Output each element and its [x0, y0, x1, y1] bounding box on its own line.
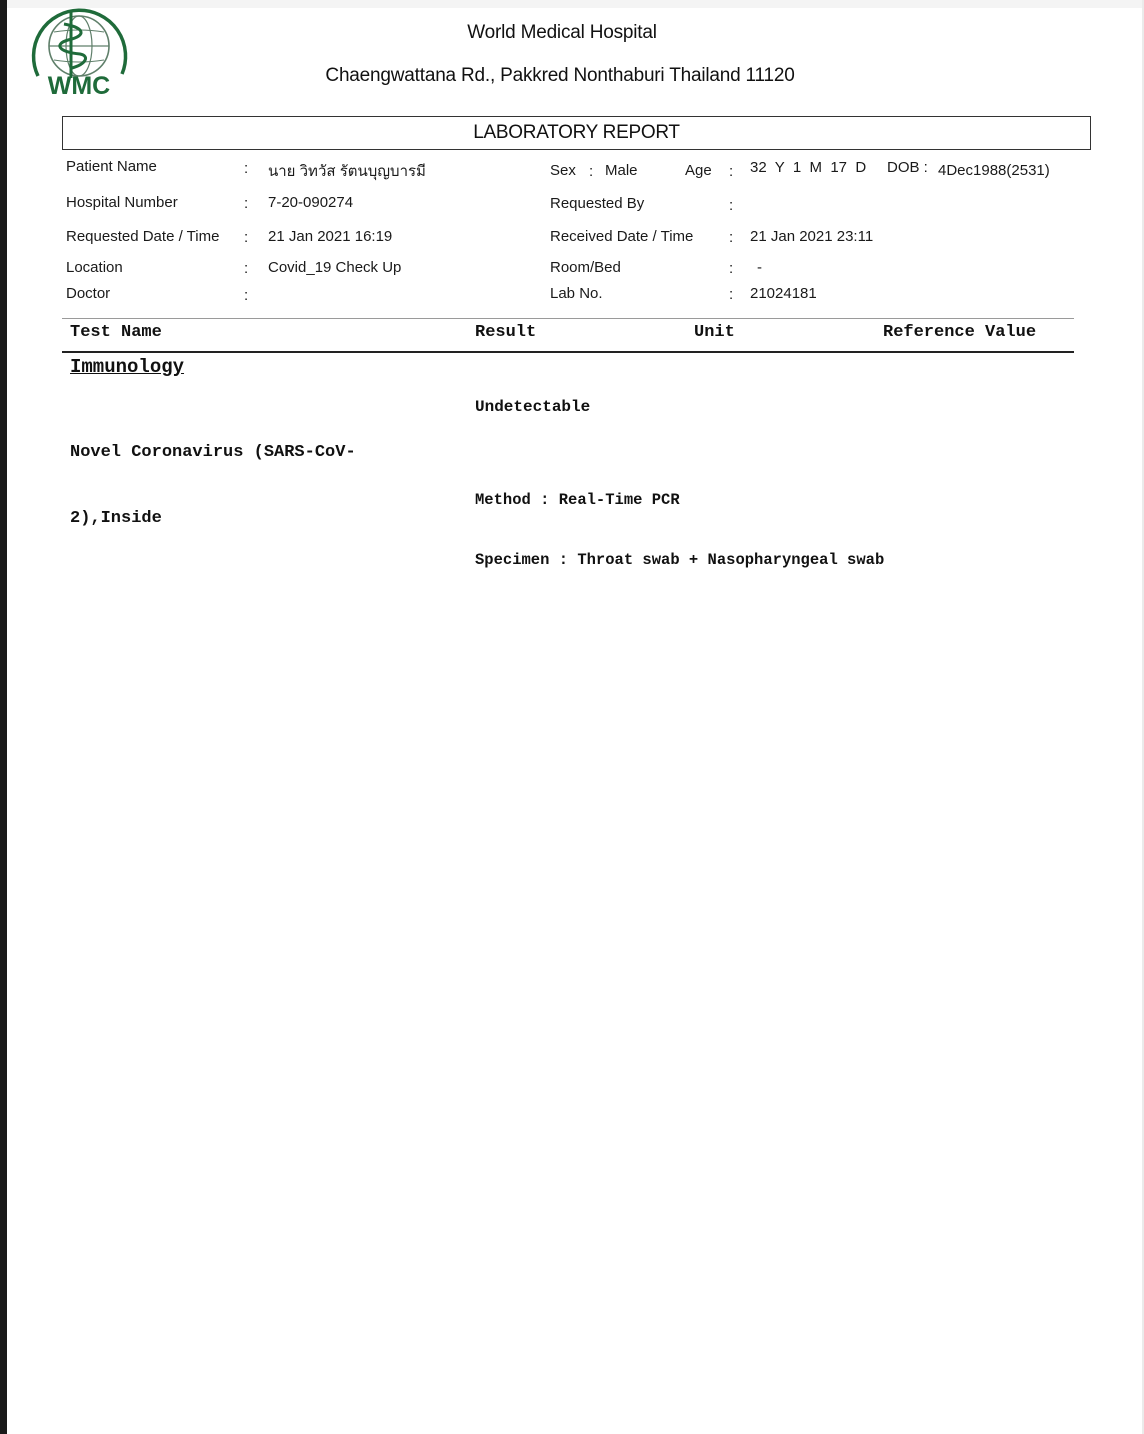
sex-value: Male	[605, 162, 638, 179]
sex-sep: :	[589, 163, 594, 180]
room-bed-sep: :	[729, 260, 734, 277]
table-top-rule	[62, 318, 1074, 319]
room-bed-label: Room/Bed	[550, 259, 621, 276]
received-datetime-value: 21 Jan 2021 23:11	[750, 228, 874, 245]
patient-name-label: Patient Name	[66, 158, 157, 175]
table-header-rule	[62, 351, 1074, 353]
hospital-number-value: 7-20-090274	[268, 194, 354, 211]
requested-datetime-value: 21 Jan 2021 16:19	[268, 228, 393, 245]
method-specimen	[475, 450, 884, 590]
room-bed-value: -	[757, 259, 762, 276]
lab-no-label: Lab No.	[550, 285, 603, 302]
hospital-name: World Medical Hospital	[467, 22, 657, 43]
hospital-address: Chaengwattana Rd., Pakkred Nonthaburi Thailand 11120	[325, 65, 795, 86]
report-title: LABORATORY REPORT	[62, 116, 1091, 150]
page-left-border	[0, 0, 7, 1434]
section-title: Immunology	[70, 356, 185, 378]
dob-label: DOB :	[887, 159, 928, 176]
method-text: Method : Real-Time PCR	[475, 491, 680, 509]
age-sep: :	[729, 163, 734, 180]
column-header-reference: Reference Value	[883, 323, 1037, 342]
lab-no-sep: :	[729, 286, 734, 303]
dob-value: 4Dec1988(2531)	[938, 162, 1050, 179]
received-datetime-label: Received Date / Time	[550, 228, 694, 245]
hospital-number-label: Hospital Number	[66, 194, 178, 211]
result-value: Undetectable	[475, 398, 591, 416]
wmc-logo-icon	[24, 6, 134, 102]
hospital-number-sep: :	[244, 195, 249, 212]
sex-label: Sex	[550, 162, 576, 179]
location-label: Location	[66, 259, 123, 276]
test-name-line-2: 2),Inside	[70, 509, 162, 528]
specimen-text: Specimen : Throat swab + Nasopharyngeal swab	[475, 551, 885, 569]
requested-datetime-sep: :	[244, 229, 249, 246]
test-name-line-1: Novel Coronavirus (SARS-CoV-	[70, 443, 356, 462]
logo-text: WMC	[47, 72, 111, 100]
age-value: 32 Y 1 M 17 D	[750, 159, 867, 176]
page-top-border	[0, 0, 1144, 8]
requested-by-label: Requested By	[550, 195, 645, 212]
location-value: Covid_19 Check Up	[268, 259, 402, 276]
doctor-label: Doctor	[66, 285, 111, 302]
table-row	[70, 398, 356, 552]
column-header-unit: Unit	[694, 323, 735, 342]
age-label: Age	[685, 162, 712, 179]
patient-name-sep: :	[244, 160, 249, 177]
patient-name-value: นาย วิทวัส รัตนบุญบารมี	[268, 163, 426, 180]
received-datetime-sep: :	[729, 229, 734, 246]
location-sep: :	[244, 260, 249, 277]
requested-datetime-label: Requested Date / Time	[66, 228, 220, 245]
lab-no-value: 21024181	[750, 285, 817, 302]
doctor-sep: :	[244, 287, 249, 304]
requested-by-sep: :	[729, 197, 734, 214]
column-header-test-name: Test Name	[70, 323, 162, 342]
column-header-result: Result	[475, 323, 537, 342]
